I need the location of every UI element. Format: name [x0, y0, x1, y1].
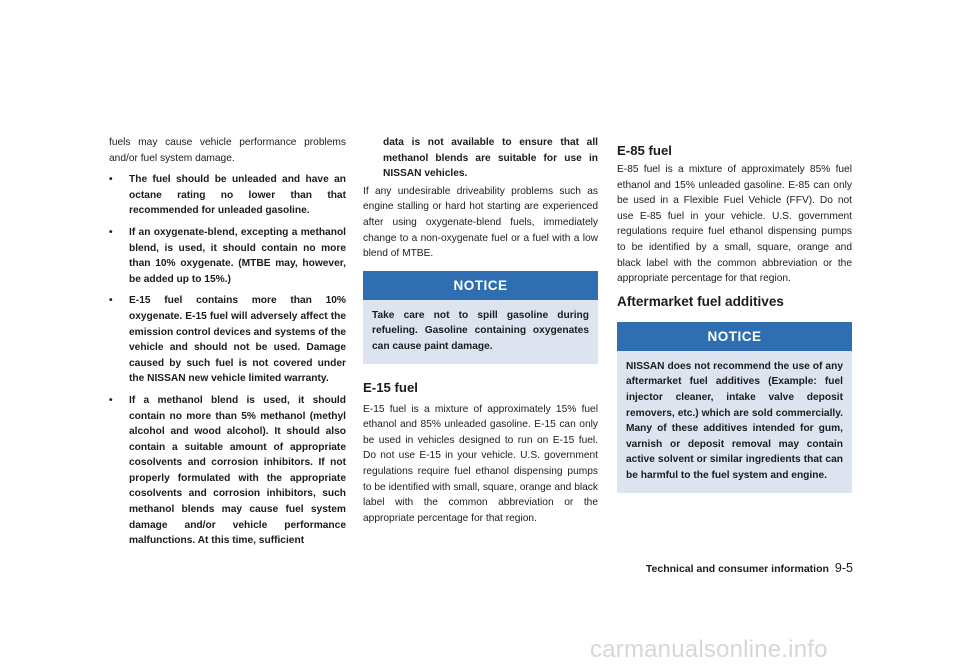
watermark-text: carmanualsonline.info	[590, 636, 828, 663]
spill-notice-box	[363, 271, 598, 364]
page-footer	[603, 561, 853, 575]
notice-text: NISSAN does not recommend the use of any aftermarket fuel additives (Example: fuel injector cleaner, intake valve deposit removers, etc.) which are sold commercially. Many of these additives intended for gum, varnish or deposit removal may contain active solvent or similar ingredients that can be harmful to the fuel system and engine.	[626, 360, 843, 481]
bullet-icon: •	[109, 226, 113, 238]
column-1	[109, 0, 346, 549]
list-item	[109, 393, 346, 549]
e15-paragraph: E-15 fuel is a mixture of approximately 15% fuel ethanol and 85% unleaded gasoline. E-15 can only be used in vehicles designed to run on E-15 fuel. Do not use E-15 in your vehicle. U.S. government regulations require fuel ethanol dispensing pumps to be identified with small, square, orange and black label with the common abbreviation or the appropriate percentage for that region.	[363, 403, 598, 524]
section-title: Technical and consumer information	[645, 563, 829, 575]
column-2	[363, 0, 598, 526]
list-item-text: E-15 fuel contains more than 10% oxygenate. E-15 fuel will adversely affect the emission control devices and systems of the vehicle and should not be used. Damage caused by such fuel is not covered under the NISSAN new vehicle limited warranty.	[129, 295, 346, 385]
bullet-icon: •	[109, 394, 113, 406]
bullet-icon: •	[109, 174, 113, 186]
list-item	[109, 293, 346, 387]
intro-paragraph: fuels may cause vehicle performance problems and/or fuel system damage.	[109, 137, 346, 164]
page-number: 9-5	[834, 561, 853, 575]
e85-paragraph: E-85 fuel is a mixture of approximately 85% fuel ethanol and 15% unleaded gasoline. E-85 can only be used in a Flexible Fuel Vehicle (FFV). Do not use E-85 fuel in your vehicle. U.S. government regulations require fuel ethanol dispensing pumps to be identified by a small, square, orange and black label with the common abbreviation or the appropriate percentage for that region.	[617, 164, 852, 285]
methanol-continuation: data is not available to ensure that all methanol blends are suitable for use in NISSAN vehicles.	[383, 137, 598, 180]
notice-text: Take care not to spill gasoline during refueling. Gasoline containing oxygenates can cause paint damage.	[372, 309, 589, 352]
additives-notice-box	[617, 322, 852, 493]
list-item	[109, 225, 346, 287]
bullet-icon: •	[109, 295, 113, 307]
fuel-requirements-list	[109, 172, 346, 549]
list-item-text: The fuel should be unleaded and have an octane rating no lower than that recommended for unleaded gasoline.	[129, 174, 346, 217]
notice-title: NOTICE	[363, 271, 598, 300]
list-item-text: If a methanol blend is used, it should contain no more than 5% methanol (methyl alcohol and wood alcohol). It should also contain a suitable amount of appropriate cosolvents and corrosion inhibitors. If not properly formulated with the appropriate cosolvents and corrosion inhibitors, such methanol blends may cause fuel system damage and/or vehicle performance malfunctions. At this time, sufficient	[129, 394, 346, 547]
aftermarket-heading: Aftermarket fuel additives	[617, 293, 784, 309]
driveability-paragraph: If any undesirable driveability problems such as engine stalling or hard hot starting are experienced after using oxygenate-blend fuels, immediately change to a non-oxygenate fuel or a fuel with a low blend of MTBE.	[363, 185, 598, 260]
list-item-text: If an oxygenate-blend, excepting a methanol blend, is used, it should contain no more than 10% oxygenate. (MTBE may, however, be added up to 15%.)	[129, 226, 346, 285]
list-item	[109, 172, 346, 219]
notice-title: NOTICE	[617, 322, 852, 351]
column-3	[617, 0, 852, 493]
e15-heading: E-15 fuel	[363, 379, 418, 395]
e85-heading: E-85 fuel	[617, 143, 672, 158]
